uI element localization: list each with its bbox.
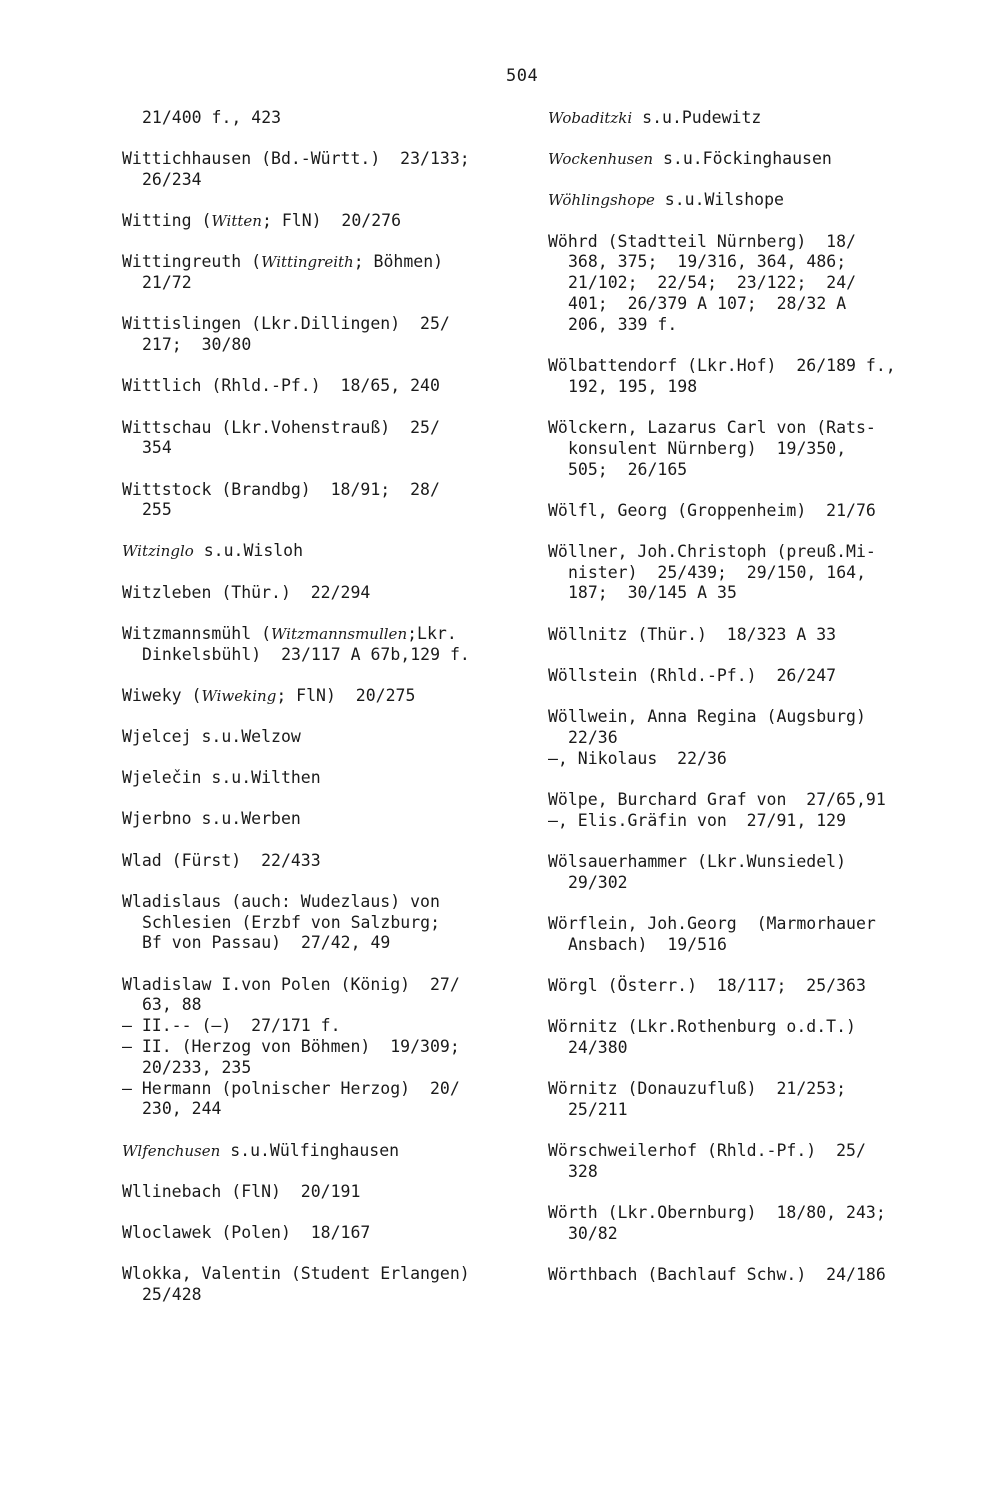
index-entry: Wladislaw I.von Polen (König) 27/ 63, 88 <box>122 974 460 1015</box>
entry-spacer <box>548 211 948 231</box>
entry-spacer <box>548 480 948 500</box>
entry-text: Wittingreuth ( <box>122 252 262 272</box>
entry-spacer <box>548 1059 948 1079</box>
entry-spacer <box>122 789 522 809</box>
index-entry: Wörthbach (Bachlauf Schw.) 24/186 <box>548 1264 886 1284</box>
entry-text: ; FlN) 20/275 <box>276 685 416 705</box>
index-entry <box>122 686 522 707</box>
entry-spacer <box>122 707 522 727</box>
index-column-left <box>122 108 522 1306</box>
italic-variant-name: Wiweking <box>201 686 277 705</box>
entry-spacer <box>548 769 948 789</box>
index-entry: Wladislaus (auch: Wudezlaus) von Schlesien (Erzbf von Salzburg; Bf von Passau) 27/42, 49 <box>122 891 441 953</box>
index-entry: Wölbattendorf (Lkr.Hof) 26/189 f., 192, 195, 198 <box>548 355 896 396</box>
entry-spacer <box>548 645 948 665</box>
italic-variant-name: Witzinglo <box>122 542 194 561</box>
entry-spacer <box>122 459 522 479</box>
entry-spacer <box>548 893 948 913</box>
index-entry <box>548 108 948 129</box>
italic-variant-name: Wobaditzki <box>548 109 633 127</box>
entry-spacer <box>122 356 522 376</box>
index-entry <box>548 190 948 211</box>
index-entry: Wittstock (Brandbg) 18/91; 28/ 255 <box>122 479 440 520</box>
entry-text: s.u.Wülfinghausen <box>220 1140 400 1160</box>
italic-variant-name: Wlfenchusen <box>122 1141 221 1160</box>
entry-text: ; Böhmen) <box>353 252 444 272</box>
italic-variant-name: Witten <box>211 212 262 231</box>
entry-text: Witting ( <box>122 211 212 231</box>
index-entry <box>122 541 522 562</box>
entry-spacer <box>548 398 948 418</box>
index-subentry: —, Elis.Gräfin von 27/91, 129 <box>548 810 847 830</box>
index-entry: Wittingreuth (Wittingreith; Böhmen) 21/72 <box>122 252 444 293</box>
entry-spacer <box>548 1121 948 1141</box>
entry-spacer <box>122 665 522 685</box>
index-entry: Wjelečin s.u.Wilthen <box>122 768 321 788</box>
index-entry: Wöllner, Joh.Christoph (preuß.Mi- nister) 25/439; 29/150, 164, 187; 30/145 A 35 <box>548 541 876 603</box>
index-entry: Witzmannsmühl (Witzmannsmullen;Lkr. Dinkelsbühl) 23/117 A 67b,129 f. <box>122 623 470 664</box>
entry-spacer <box>122 954 522 974</box>
entry-spacer <box>548 831 948 851</box>
entry-spacer <box>122 191 522 211</box>
entry-spacer <box>122 1203 522 1223</box>
index-entry: Wöllstein (Rhld.-Pf.) 26/247 <box>548 665 837 685</box>
italic-variant-name: Wockenhusen <box>548 150 654 169</box>
index-entry: Witzleben (Thür.) 22/294 <box>122 582 371 602</box>
index-entry: Wittschau (Lkr.Vohenstrauß) 25/ 354 <box>122 417 440 458</box>
entry-spacer <box>548 997 948 1017</box>
entry-spacer <box>548 955 948 975</box>
index-entry: Wörgl (Österr.) 18/117; 25/363 <box>548 975 866 995</box>
entry-spacer <box>122 397 522 417</box>
index-entry: Wölpe, Burchard Graf von 27/65,91 <box>548 789 886 809</box>
index-subentry: — II.-- (—) 27/171 f. <box>122 1016 341 1036</box>
index-entry <box>122 211 522 232</box>
entry-text: Witzmannsmühl ( <box>122 623 272 643</box>
entry-spacer <box>122 1161 522 1181</box>
index-entry: Wittislingen (Lkr.Dillingen) 25/ 217; 30/80 <box>122 314 450 355</box>
page-number: 504 <box>506 66 539 86</box>
entry-spacer <box>548 1183 948 1203</box>
entry-spacer <box>548 336 948 356</box>
index-entry: Wörnitz (Lkr.Rothenburg o.d.T.) 24/380 <box>548 1016 856 1057</box>
index-entry <box>548 149 948 170</box>
index-entry: 21/400 f., 423 <box>142 108 282 127</box>
entry-spacer <box>122 232 522 252</box>
entry-spacer <box>122 1244 522 1264</box>
entry-spacer <box>122 294 522 314</box>
entry-text: s.u.Wilshope <box>654 190 784 210</box>
italic-variant-name: Wittingreith <box>261 253 354 272</box>
index-entry: Wjelcej s.u.Welzow <box>122 727 301 747</box>
index-entry: Wlokka, Valentin (Student Erlangen) 25/428 <box>122 1264 470 1304</box>
index-entry: Wöllwein, Anna Regina (Augsburg) 22/36 <box>548 707 866 747</box>
index-entry: Wllinebach (FlN) 20/191 <box>122 1181 361 1201</box>
index-subentry: — II. (Herzog von Böhmen) 19/309; 20/233, 235 <box>122 1036 460 1077</box>
entry-text: s.u.Pudewitz <box>632 108 762 127</box>
entry-text: ; FlN) 20/276 <box>261 211 402 231</box>
entry-spacer <box>548 129 948 149</box>
entry-spacer <box>122 830 522 850</box>
entry-spacer <box>122 748 522 768</box>
entry-text: s.u.Föckinghausen <box>653 149 832 169</box>
entry-spacer <box>122 521 522 541</box>
index-entry: Wittichhausen (Bd.-Württ.) 23/133; 26/234 <box>122 149 470 189</box>
index-entry: Wölfl, Georg (Groppenheim) 21/76 <box>548 500 876 520</box>
index-entry: Wjerbno s.u.Werben <box>122 809 301 829</box>
index-entry: Wittlich (Rhld.-Pf.) 18/65, 240 <box>122 376 440 396</box>
index-entry: Wlad (Fürst) 22/433 <box>122 850 321 870</box>
index-entry: Wörflein, Joh.Georg (Marmorhauer Ansbach) 19/516 <box>548 913 876 954</box>
italic-variant-name: Wöhlingshope <box>548 191 655 210</box>
index-entry: Wölckern, Lazarus Carl von (Rats- konsulent Nürnberg) 19/350, 505; 26/165 <box>548 417 876 479</box>
index-entry: Wöllnitz (Thür.) 18/323 A 33 <box>548 624 837 644</box>
entry-spacer <box>122 562 522 582</box>
entry-spacer <box>548 522 948 542</box>
entry-text: Wiweky ( <box>122 685 202 705</box>
index-entry: Wölsauerhammer (Lkr.Wunsiedel) 29/302 <box>548 851 847 892</box>
entry-spacer <box>122 129 522 149</box>
entry-text: s.u.Wisloh <box>193 541 304 561</box>
entry-spacer <box>122 871 522 891</box>
index-entry: Wöhrd (Stadtteil Nürnberg) 18/ 368, 375; 19/316, 364, 486; 21/102; 22/54; 23/122; 24/ 401; 26/379 A 107; 28/32 A 206, 339 f. <box>548 231 857 334</box>
entry-spacer <box>122 1120 522 1140</box>
entry-spacer <box>548 604 948 624</box>
entry-spacer <box>548 170 948 190</box>
index-subentry: — Hermann (polnischer Herzog) 20/ 230, 244 <box>122 1078 460 1119</box>
index-entry: Wörschweilerhof (Rhld.-Pf.) 25/ 328 <box>548 1140 866 1181</box>
index-subentry: —, Nikolaus 22/36 <box>548 748 727 768</box>
italic-variant-name: Witzmannsmullen <box>271 624 408 643</box>
index-entry: Wörnitz (Donauzufluß) 21/253; 25/211 <box>548 1078 847 1119</box>
entry-spacer <box>548 687 948 707</box>
entry-text: ;Lkr. <box>407 623 457 643</box>
index-entry <box>122 1141 522 1162</box>
index-entry: Wörth (Lkr.Obernburg) 18/80, 243; 30/82 <box>548 1202 886 1243</box>
index-column-right <box>548 108 948 1286</box>
entry-spacer <box>122 603 522 623</box>
entry-spacer <box>548 1245 948 1265</box>
index-entry: Wloclawek (Polen) 18/167 <box>122 1222 371 1242</box>
